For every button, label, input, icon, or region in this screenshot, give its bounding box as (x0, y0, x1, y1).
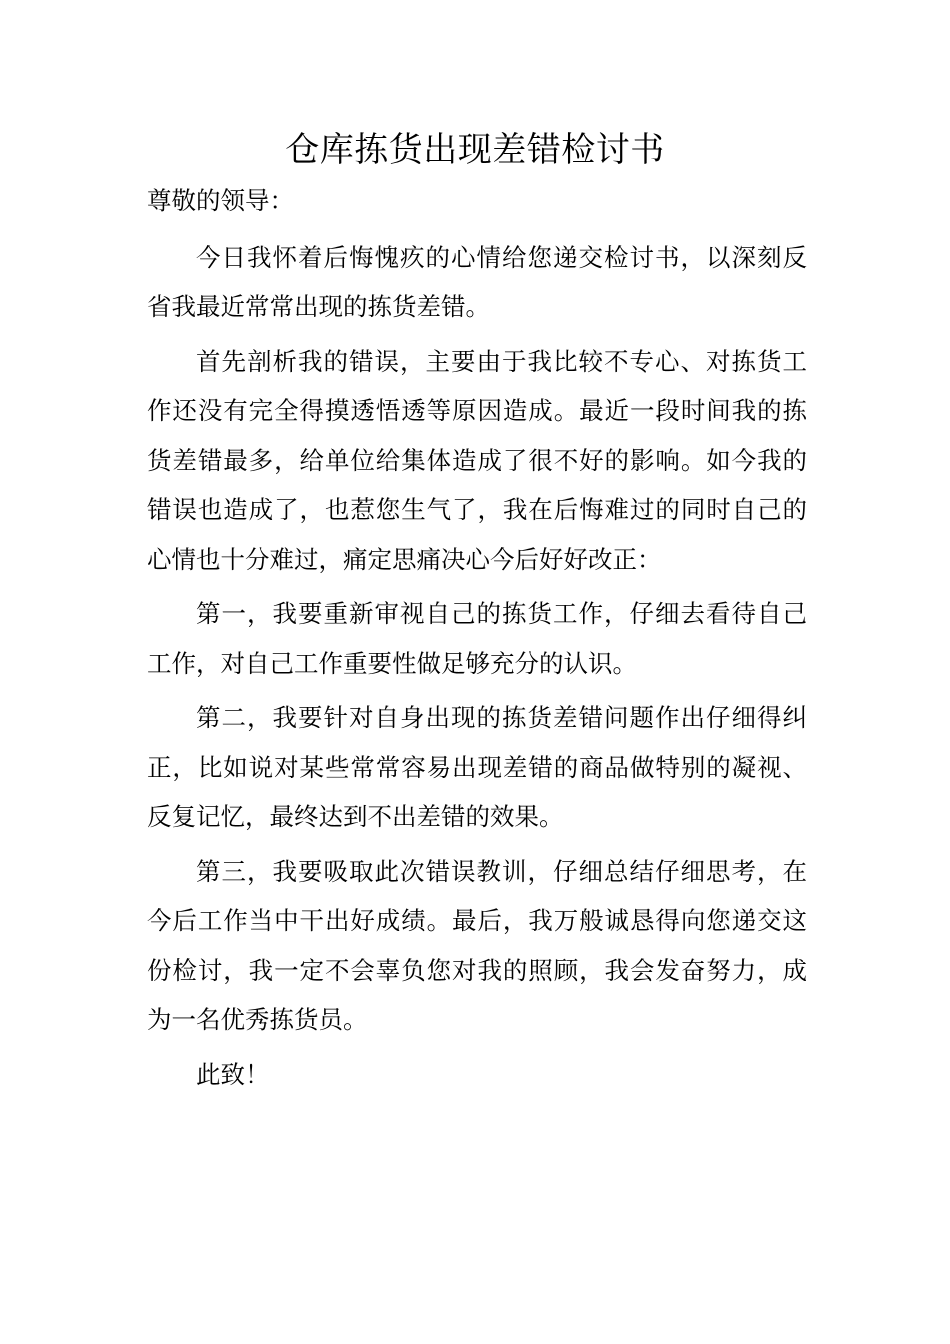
paragraph-second-point: 第二，我要针对自身出现的拣货差错问题作出仔细得纠正，比如说对某些常常容易出现差错的商品做特别的凝视、反复记忆，最终达到不出差错的效果。 (147, 703, 807, 831)
paragraph-third-point: 第三，我要吸取此次错误教训，仔细总结仔细思考，在今后工作当中干出好成绩。最后，我万般诚恳得向您递交这份检讨，我一定不会辜负您对我的照顾，我会发奋努力，成为一名优秀拣货员。 (147, 856, 807, 1034)
closing-line: 此致！ (196, 1059, 270, 1089)
paragraph-intro: 今日我怀着后悔愧疚的心情给您递交检讨书，以深刻反省我最近常常出现的拣货差错。 (147, 242, 807, 321)
salutation: 尊敬的领导： (147, 186, 294, 215)
document-body (147, 176, 807, 1104)
paragraph-analysis: 首先剖析我的错误，主要由于我比较不专心、对拣货工作还没有完全得摸透悟透等原因造成。最近一段时间我的拣货差错最多，给单位给集体造成了很不好的影响。如今我的错误也造成了，也惹您生气了，我在后悔难过的同时自己的心情也十分难过，痛定思痛决心今后好好改正： (147, 346, 807, 574)
paragraph-first-point: 第一，我要重新审视自己的拣货工作，仔细去看待自己工作，对自己工作重要性做足够充分的认识。 (147, 599, 807, 678)
document-title: 仓库拣货出现差错检讨书 (285, 130, 665, 170)
